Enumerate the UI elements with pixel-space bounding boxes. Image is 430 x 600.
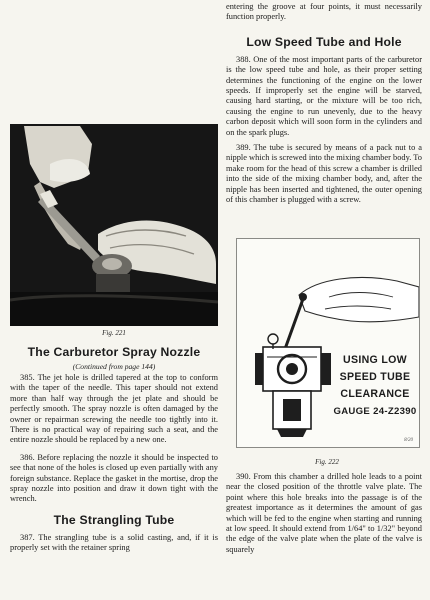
low-speed-heading: Low Speed Tube and Hole (246, 34, 402, 49)
paragraph-388: 388. One of the most important parts of the carburetor is the low speed tube and hole, as their proper setting determines the functioning of the engine on the lower speeds. If improperly set the engine will be starved, causing hard starting, or the mixture will be too rich, causing the engine to run unevenly, due to the heavy carbon deposit which will soon form in the cylinders and on the spark plugs. (226, 54, 422, 137)
figure-221-photo (10, 124, 218, 326)
paragraph-386: 386. Before replacing the nozzle it should be inspected to see that none of the holes is closed up even partially with any foreign substance. Replace the gasket in the mortise, drop the spray nozzle into position and draw it down tight with the wrench. (10, 452, 218, 504)
figure-222-caption: Fig. 222 (315, 458, 339, 466)
label-line-1: USING LOW (343, 354, 407, 366)
label-line-4: GAUGE 24-Z2390 (333, 406, 417, 417)
spray-nozzle-heading: The Carburetor Spray Nozzle (27, 345, 201, 359)
paragraph-continued: entering the groove at four points, it must necessarily function properly. (226, 2, 422, 22)
paragraph-385: 385. The jet hole is drilled tapered at the top to conform with the taper of the needle. This taper should not extend more than half way through the jet plate and should be perfectly smooth. The spray nozzle is often damaged by the owner or repairman screwing the needle too tightly into it. There is no practical way of repairing such a seat, and the entire nozzle should be replaced by a new one. (10, 373, 218, 445)
figure-222-diagram (236, 238, 420, 448)
paragraph-390: 390. From this chamber a drilled hole leads to a point near the closed position of the throttle valve plate. The point where this hole breaks into the passage is of the greatest importance as it determines the amount of gas which will be fed to the engine when starting and running at low speed. It should extend from 1/64" to 1/32" beyond the edge of the valve plate when the plate of the valve is squarely (226, 472, 422, 554)
paragraph-387: 387. The strangling tube is a solid casting, and, if it is properly set with the retainer spring (10, 532, 218, 553)
figure-222-label (327, 352, 420, 420)
paragraph-389: 389. The tube is secured by means of a pack nut to a nipple which is screwed into the mixing chamber body. To make room for the head of this screw a chamber is drilled into the side of the mixing chamber body, and, after the nipple has been inserted and tightened, the outer opening of this chamber is plugged with a screw. (226, 143, 422, 205)
hands-holding-nozzle-illustration (10, 124, 218, 326)
continued-note: (Continued from page 144) (72, 362, 156, 371)
figure-222-corner-mark: 8/20 (404, 438, 413, 443)
figure-221-caption: Fig. 221 (102, 329, 126, 337)
label-line-2: SPEED TUBE (339, 371, 411, 383)
strangling-tube-heading: The Strangling Tube (53, 512, 175, 527)
label-line-3: CLEARANCE (340, 388, 410, 400)
